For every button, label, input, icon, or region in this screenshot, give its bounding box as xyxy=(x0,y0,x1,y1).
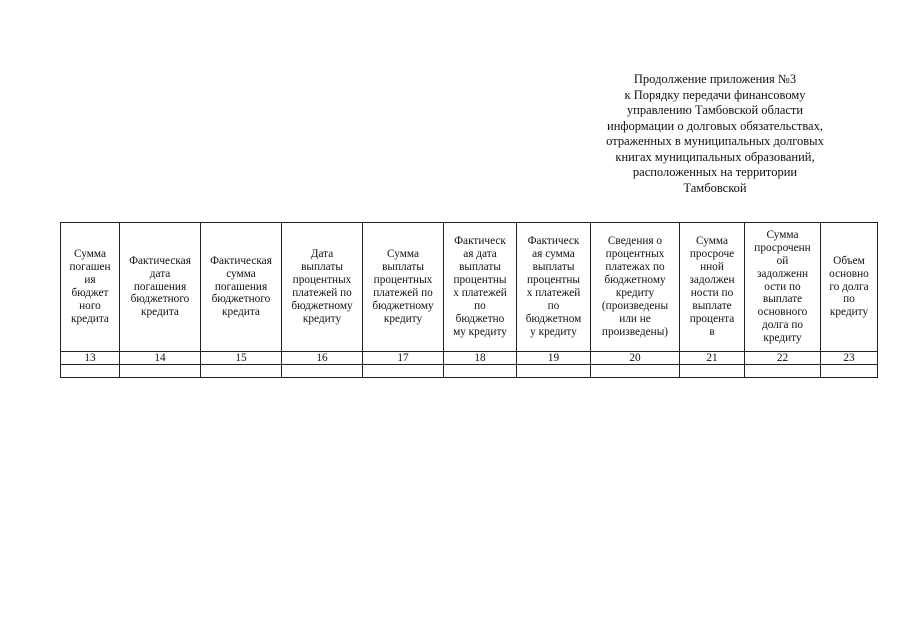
header-line: му кредиту xyxy=(453,325,507,338)
empty-cell[interactable] xyxy=(61,365,120,378)
empty-cell[interactable] xyxy=(120,365,201,378)
header-line: сумма xyxy=(226,267,256,280)
caption-line: отраженных в муниципальных долговых xyxy=(606,134,824,148)
header-line: произведены) xyxy=(601,325,669,338)
empty-cell[interactable] xyxy=(201,365,282,378)
header-line: ия xyxy=(84,274,96,287)
caption-line: книгах муниципальных образований, xyxy=(615,149,815,164)
caption-line: управлению Тамбовской области xyxy=(626,103,804,117)
header-line: платежах по xyxy=(605,261,665,274)
header-line: дата xyxy=(149,267,171,280)
header-line: просроче xyxy=(689,248,735,261)
empty-data-row xyxy=(61,365,878,378)
header-line: Дата xyxy=(310,248,334,261)
column-header-cell xyxy=(61,223,120,352)
header-line: ая сумма xyxy=(532,248,575,261)
empty-cell[interactable] xyxy=(680,365,745,378)
column-header-cell xyxy=(363,223,444,352)
header-line: ности по xyxy=(690,287,734,299)
header-line: задолженн xyxy=(756,267,809,280)
header-line: процента xyxy=(689,312,735,325)
header-row xyxy=(61,223,878,352)
header-line: Сумма xyxy=(387,248,419,261)
column-number-cell: 18 xyxy=(444,352,517,365)
column-number-cell: 14 xyxy=(120,352,201,365)
empty-cell[interactable] xyxy=(282,365,363,378)
header-line: у кредиту xyxy=(530,325,577,338)
header-line: бюджет xyxy=(71,287,109,299)
header-line: выплаты xyxy=(459,261,501,274)
header-line: кредита xyxy=(71,312,109,325)
column-number-row xyxy=(61,352,878,365)
header-line: долга по xyxy=(761,319,804,332)
appendix-caption xyxy=(565,72,865,196)
header-line: процентных xyxy=(292,274,352,287)
header-line: ости по xyxy=(764,280,801,293)
header-line: процентных xyxy=(605,248,665,261)
header-line: или не xyxy=(619,312,651,325)
column-number-cell: 16 xyxy=(282,352,363,365)
header-line: Сведения о xyxy=(607,235,663,248)
header-line: выплате xyxy=(692,299,732,312)
column-number-cell: 15 xyxy=(201,352,282,365)
column-header-cell xyxy=(591,223,680,352)
header-line: Фактическ xyxy=(454,235,506,248)
header-line: процентны xyxy=(453,274,507,287)
header-line: задолжен xyxy=(689,274,735,287)
header-line: го долга xyxy=(829,280,869,293)
header-line: по xyxy=(547,299,560,312)
header-line: Сумма xyxy=(74,248,106,261)
header-line: выплаты xyxy=(532,261,575,274)
column-header-cell xyxy=(444,223,517,352)
column-header-cell xyxy=(680,223,745,352)
column-header-cell xyxy=(201,223,282,352)
column-number-cell: 19 xyxy=(517,352,591,365)
header-line: платежей по xyxy=(292,287,352,299)
header-line: кредиту xyxy=(763,332,802,345)
header-line: кредиту xyxy=(383,312,423,325)
header-line: по xyxy=(843,293,855,306)
header-line: выплаты xyxy=(301,261,343,274)
column-header-cell xyxy=(821,223,878,352)
header-line: Фактическая xyxy=(210,254,272,267)
caption-line: расположенных на территории xyxy=(632,165,798,179)
header-line: основного xyxy=(757,306,808,319)
header-line: х платежей xyxy=(453,287,507,299)
header-line: ного xyxy=(79,299,101,312)
header-line: бюджетного xyxy=(130,293,190,306)
header-line: Объем xyxy=(833,254,865,267)
header-line: платежей по xyxy=(373,287,433,299)
header-line: погашен xyxy=(69,261,111,274)
column-number-cell: 21 xyxy=(680,352,745,365)
empty-cell[interactable] xyxy=(363,365,444,378)
header-line: ая дата xyxy=(463,248,497,261)
column-number-cell: 22 xyxy=(745,352,821,365)
header-line: кредиту xyxy=(829,306,869,319)
credit-data-table xyxy=(60,222,878,378)
column-header-cell xyxy=(282,223,363,352)
header-line: просроченн xyxy=(754,241,811,254)
header-line: (произведены xyxy=(601,299,669,312)
header-line: процентны xyxy=(526,274,581,287)
header-line: погашения xyxy=(214,280,268,293)
column-number-cell: 23 xyxy=(821,352,878,365)
caption-line: Тамбовской xyxy=(683,180,747,195)
column-header-cell xyxy=(120,223,201,352)
header-line: кредиту xyxy=(302,312,342,325)
header-line: бюджетному xyxy=(604,274,666,287)
header-line: бюджетного xyxy=(211,293,271,306)
header-line: по xyxy=(474,299,486,312)
column-header-cell xyxy=(517,223,591,352)
header-line: бюджетном xyxy=(525,312,582,325)
header-line: нной xyxy=(700,261,724,274)
caption-line: информации о долговых обязательствах, xyxy=(607,118,823,133)
header-line: погашения xyxy=(133,280,187,293)
header-line: кредита xyxy=(141,306,179,319)
header-line: в xyxy=(709,325,715,338)
column-number-cell: 17 xyxy=(363,352,444,365)
header-line: Фактическая xyxy=(129,254,191,267)
header-line: основно xyxy=(829,267,869,280)
header-line: бюджетно xyxy=(455,312,505,325)
header-line: выплате xyxy=(762,293,803,306)
column-number-cell: 13 xyxy=(61,352,120,365)
header-line: х платежей xyxy=(526,287,581,299)
empty-cell[interactable] xyxy=(517,365,591,378)
header-line: Сумма xyxy=(696,235,728,248)
column-header-cell xyxy=(745,223,821,352)
header-line: выплаты xyxy=(382,261,424,274)
caption-line: к Порядку передачи финансовому xyxy=(624,87,806,102)
header-line: процентных xyxy=(373,274,433,287)
empty-cell[interactable] xyxy=(821,365,878,378)
header-line: кредиту xyxy=(615,287,655,299)
empty-cell[interactable] xyxy=(591,365,680,378)
empty-cell[interactable] xyxy=(745,365,821,378)
header-line: бюджетному xyxy=(372,299,434,312)
header-line: бюджетному xyxy=(291,299,353,312)
header-line: кредита xyxy=(222,306,260,319)
empty-cell[interactable] xyxy=(444,365,517,378)
caption-line: Продолжение приложения №3 xyxy=(633,72,797,86)
header-line: Сумма xyxy=(766,228,799,241)
header-line: Фактическ xyxy=(527,235,580,248)
header-line: ой xyxy=(776,254,789,267)
column-number-cell: 20 xyxy=(591,352,680,365)
